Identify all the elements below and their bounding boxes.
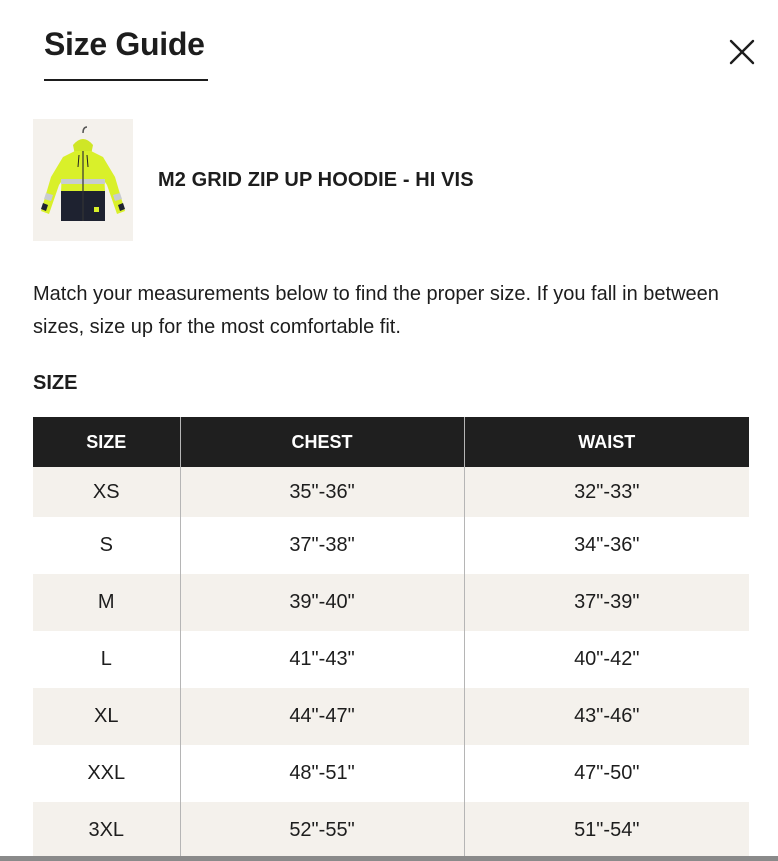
section-label: SIZE bbox=[33, 372, 78, 394]
cell-size: M bbox=[33, 574, 180, 631]
product-name: M2 GRID ZIP UP HOODIE - HI VIS bbox=[158, 169, 474, 191]
table-row bbox=[33, 802, 749, 859]
cell-waist: 40"-42" bbox=[464, 631, 749, 688]
header-size: SIZE bbox=[33, 417, 180, 467]
title-underline bbox=[44, 79, 208, 81]
cell-chest: 37"-38" bbox=[180, 517, 464, 574]
cell-waist: 43"-46" bbox=[464, 688, 749, 745]
horizontal-scrollbar[interactable] bbox=[0, 856, 778, 861]
cell-waist: 37"-39" bbox=[464, 574, 749, 631]
product-summary bbox=[33, 119, 749, 241]
cell-chest: 52"-55" bbox=[180, 802, 464, 859]
dialog-title: Size Guide bbox=[44, 26, 205, 62]
table-row bbox=[33, 631, 749, 688]
cell-waist: 51"-54" bbox=[464, 802, 749, 859]
cell-chest: 39"-40" bbox=[180, 574, 464, 631]
intro-text: Match your measurements below to find the proper size. If you fall in between sizes, size up for the most comfortable fit. bbox=[33, 283, 719, 338]
table-row bbox=[33, 688, 749, 745]
cell-size: 3XL bbox=[33, 802, 180, 859]
size-table bbox=[33, 417, 749, 859]
dialog-header bbox=[0, 0, 778, 100]
cell-waist: 32"-33" bbox=[464, 467, 749, 517]
cell-size: XL bbox=[33, 688, 180, 745]
cell-size: S bbox=[99, 534, 113, 556]
table-row bbox=[33, 467, 749, 517]
cell-waist: 34"-36" bbox=[464, 517, 749, 574]
cell-chest: 44"-47" bbox=[180, 688, 464, 745]
close-button[interactable] bbox=[722, 32, 762, 72]
close-icon bbox=[722, 32, 762, 72]
hoodie-image bbox=[33, 119, 133, 241]
table-header-row bbox=[33, 417, 749, 467]
table-row bbox=[33, 517, 749, 574]
cell-chest: 35"-36" bbox=[180, 467, 464, 517]
header-chest: CHEST bbox=[180, 417, 464, 467]
cell-chest: 48"-51" bbox=[180, 745, 464, 802]
cell-chest: 41"-43" bbox=[180, 631, 464, 688]
cell-waist: 47"-50" bbox=[464, 745, 749, 802]
header-waist: WAIST bbox=[464, 417, 749, 467]
cell-size: L bbox=[100, 648, 112, 670]
table-row bbox=[33, 574, 749, 631]
table-row bbox=[33, 745, 749, 802]
cell-size: XXL bbox=[87, 762, 126, 784]
product-thumbnail bbox=[33, 119, 133, 241]
cell-size: XS bbox=[33, 467, 180, 517]
